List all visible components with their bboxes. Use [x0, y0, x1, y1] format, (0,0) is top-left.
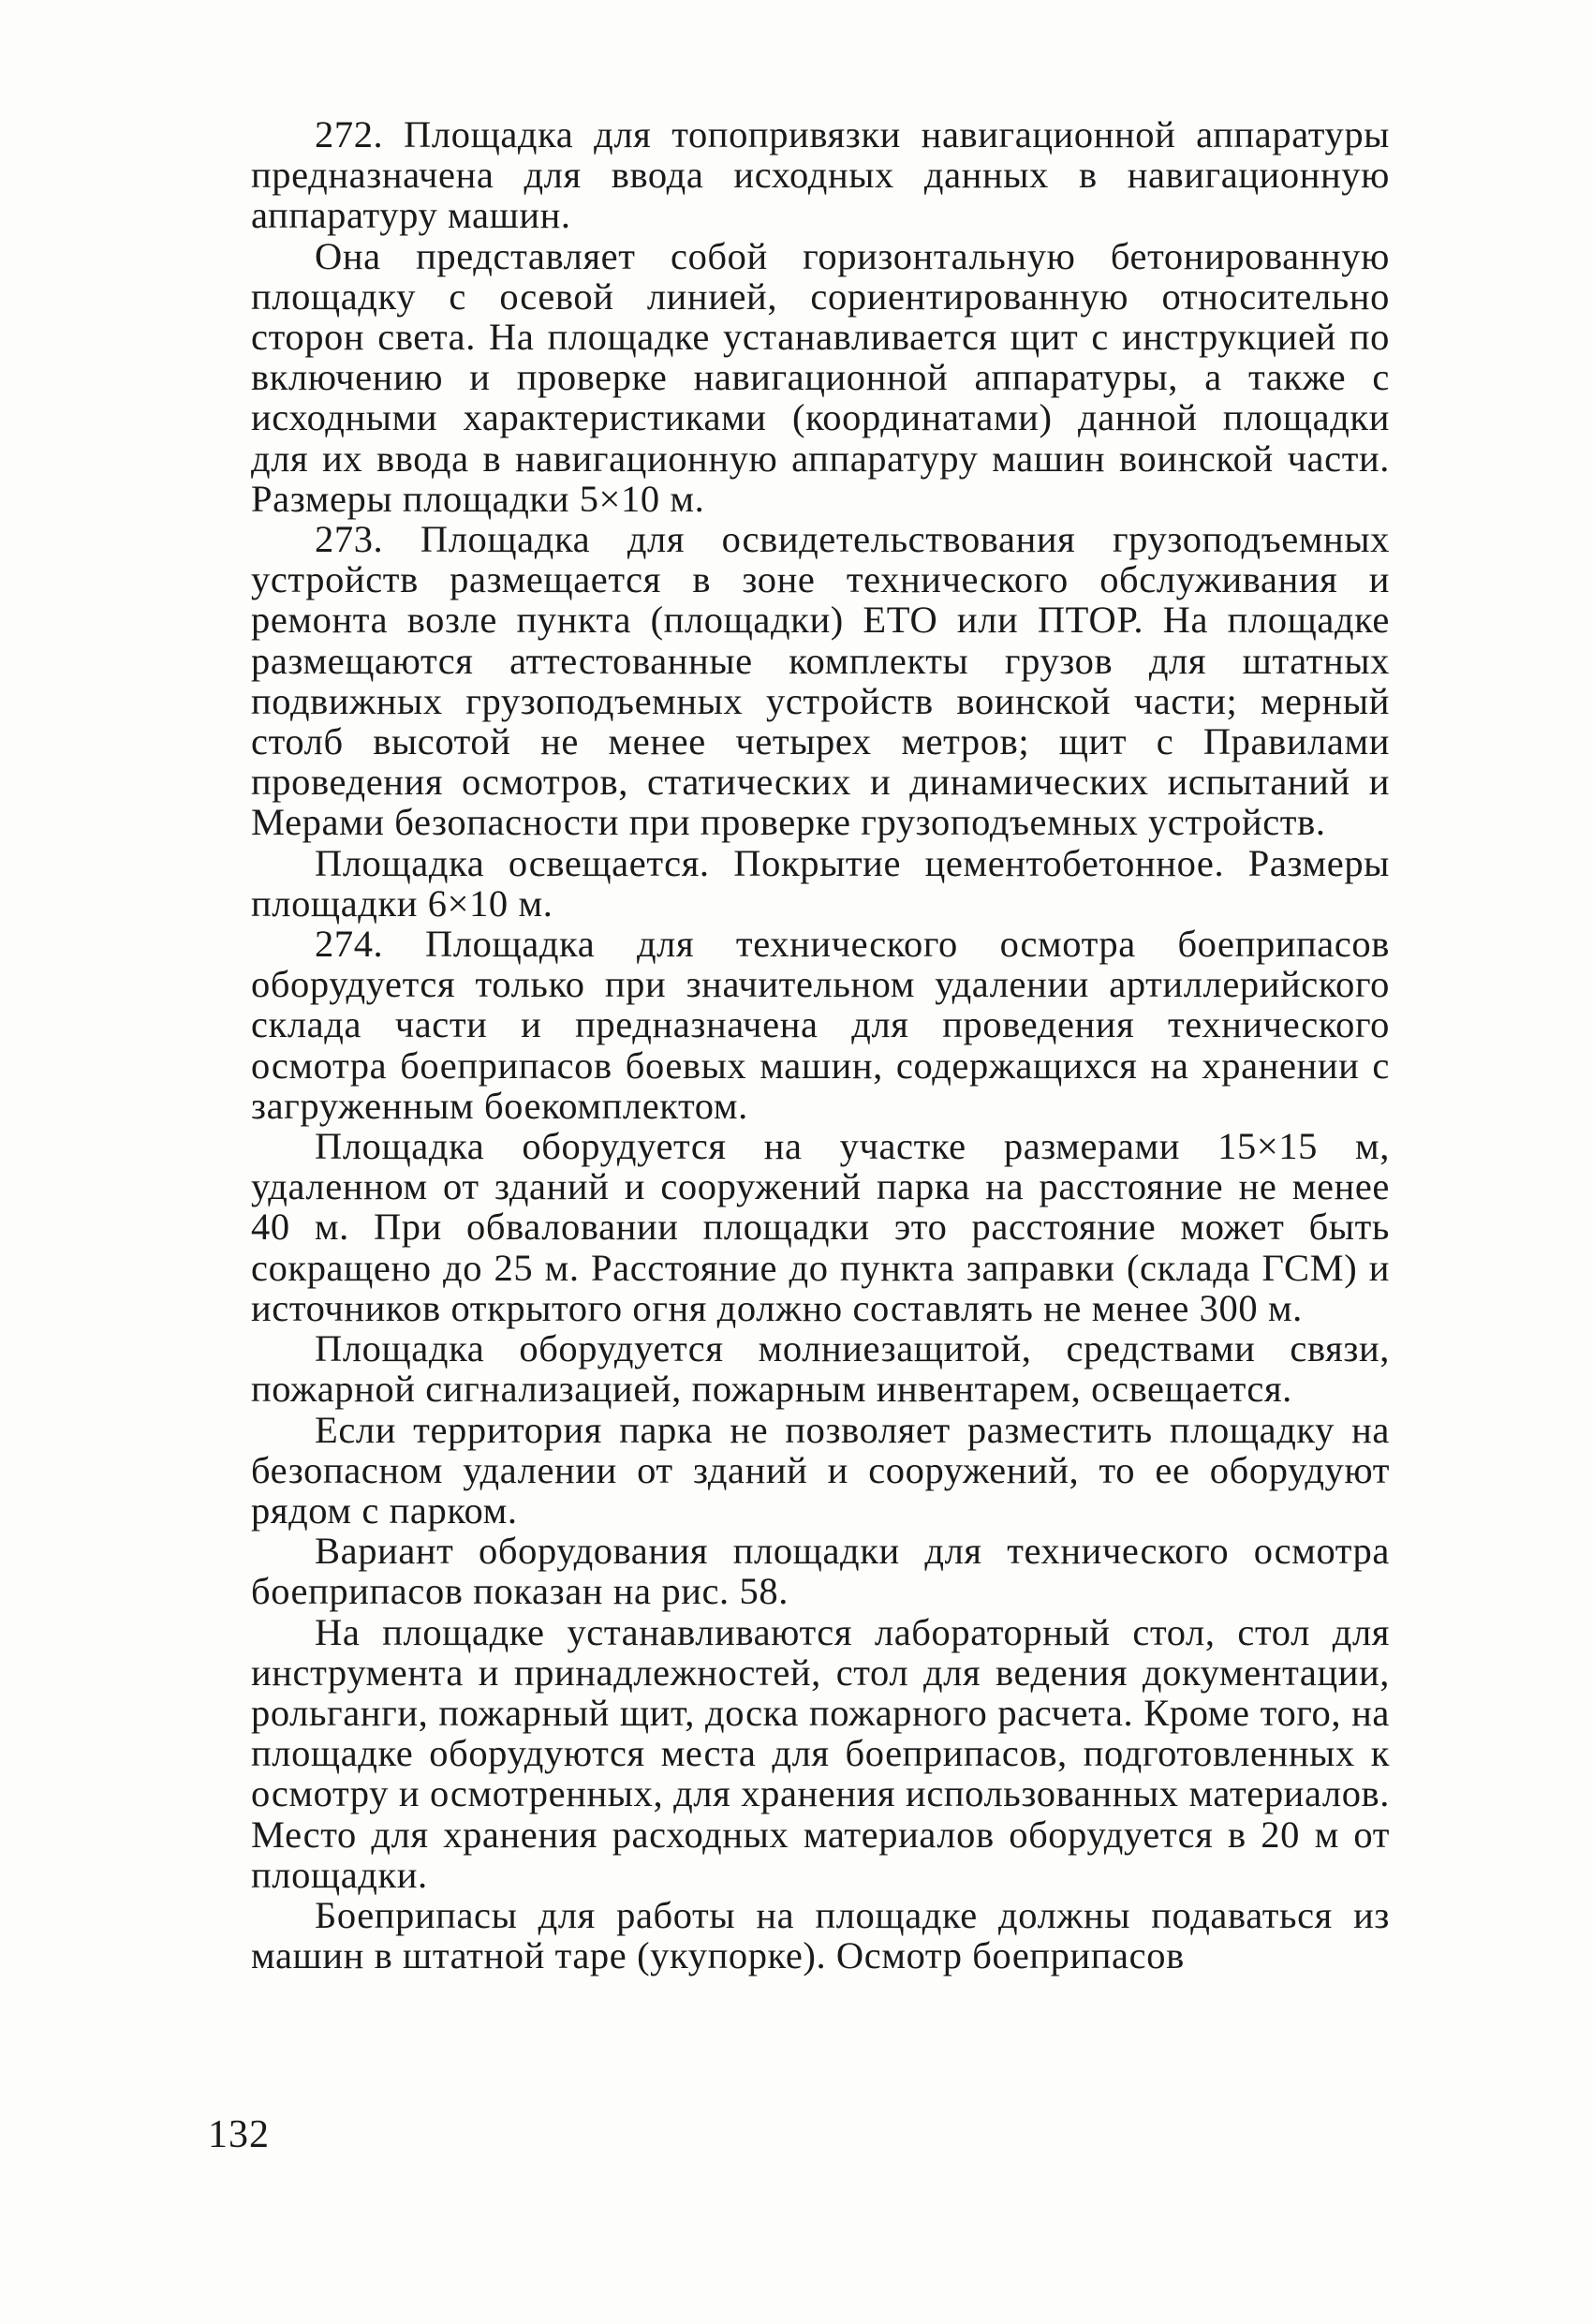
paragraph: Боеприпасы для работы на площадке должны подаваться из машин в штатной таре (укупорке). Осмотр боеприпасов: [251, 1893, 1390, 1977]
paragraph-274: 274. Площадка для технического осмотра боеприпасов оборудуется только при значительном удалении артиллерийского склада части и предназначена для проведения технического осмотра боеприпасов боевых машин, содержащихся на хранении с загруженным боекомплектом.: [251, 923, 1390, 1127]
paragraph-273: 273. Площадка для освидетельствования грузоподъемных устройств размещается в зоне технического обслуживания и ремонта возле пункта (площадки) ЕТО или ПТОР. На площадке размещаются аттестованные комплекты грузов для штатных подвижных грузоподъемных устройств воинской части; мерный столб высотой не менее четырех метров; щит с Правилами проведения осмотров, статических и динамических испытаний и Мерами безопасности при проверке грузоподъемных устройств.: [251, 518, 1390, 844]
paragraph: Площадка оборудуется молниезащитой, средствами связи, пожарной сигнализацией, пожарным инвентарем, освещается.: [251, 1327, 1390, 1411]
page-number: 132: [208, 2113, 270, 2156]
paragraph-272: 272. Площадка для топопривязки навигационной аппаратуры предназначена для ввода исходных данных в навигационную аппаратуру машин.: [251, 113, 1390, 237]
paragraph: Площадка освещается. Покрытие цементобетонное. Размеры площадки 6×10 м.: [251, 841, 1390, 925]
paragraph: Вариант оборудования площадки для технического осмотра боеприпасов показан на рис. 58.: [251, 1530, 1390, 1613]
body-text: [251, 114, 1390, 1976]
paragraph: Площадка оборудуется на участке размерами 15×15 м, удаленном от зданий и сооружений парка на расстояние не менее 40 м. При обваловании площадки это расстояние может быть сокращено до 25 м. Расстояние до пункта заправки (склада ГСМ) и источников открытого огня должно составлять не менее 300 м.: [251, 1125, 1390, 1329]
paragraph: Она представляет собой горизонтальную бетонированную площадку с осевой линией, сориентированную относительно сторон света. На площадке устанавливается щит с инструкцией по включению и проверке навигационной аппаратуры, а также с исходными характеристиками (координатами) данной площадки для их ввода в навигационную аппаратуру машин воинской части. Размеры площадки 5×10 м.: [251, 234, 1390, 520]
paragraph: Если территория парка не позволяет разместить площадку на безопасном удалении от зданий и сооружений, то ее оборудуют рядом с парком.: [251, 1408, 1390, 1532]
paragraph: На площадке устанавливаются лабораторный стол, стол для инструмента и принадлежностей, стол для ведения документации, рольганги, пожарный щит, доска пожарного расчета. Кроме того, на площадке оборудуются места для боеприпасов, подготовленных к осмотру и осмотренных, для хранения использованных материалов. Место для хранения расходных материалов оборудуется в 20 м от площадки.: [251, 1610, 1390, 1896]
